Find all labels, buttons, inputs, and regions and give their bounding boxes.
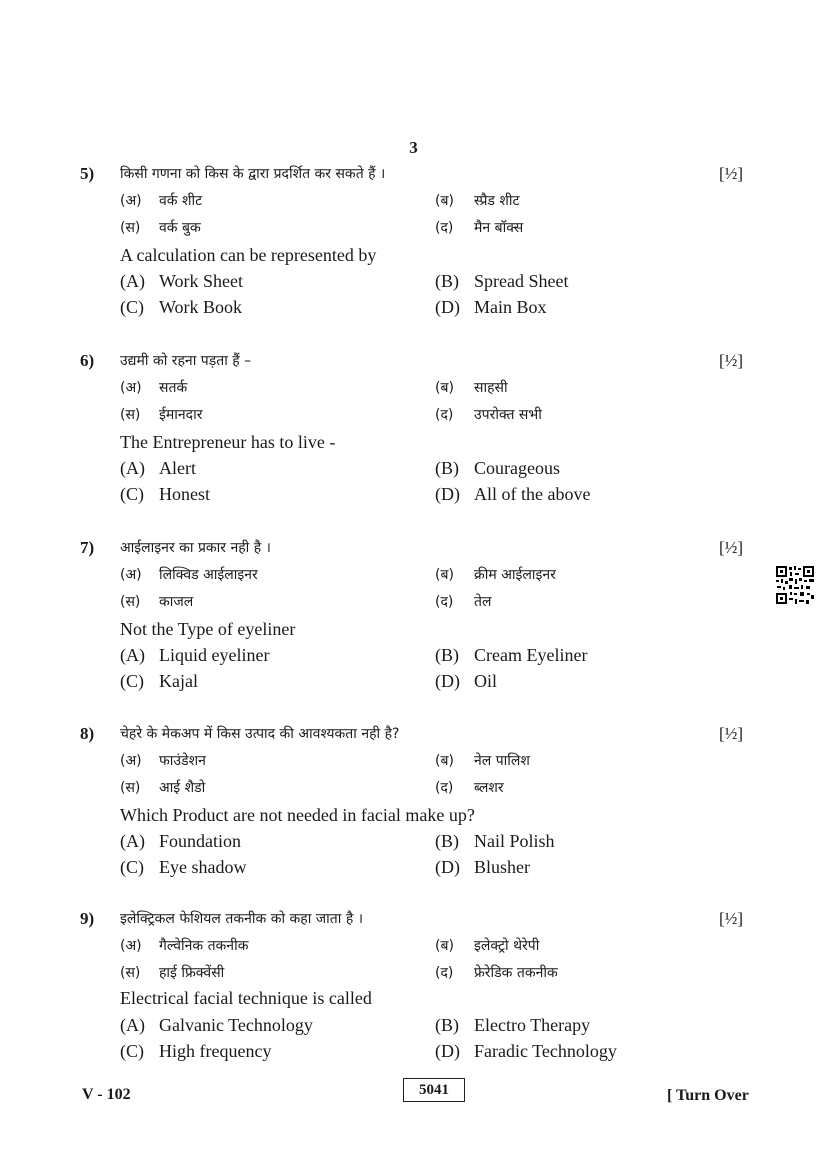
- marks: [½]: [719, 164, 744, 183]
- option-hindi-c: (स) आई शैडो: [120, 780, 206, 796]
- question-hindi: इलेक्ट्रिकल फेशियल तकनीक को कहा जाता है ।: [120, 911, 364, 927]
- question-hindi: आईलाइनर का प्रकार नही है ।: [120, 540, 271, 556]
- marks: [½]: [719, 909, 744, 928]
- marks: [½]: [719, 724, 744, 743]
- option-hindi-d: (द) फ्रेरेडिक तकनीक: [435, 965, 558, 981]
- option-hindi-d: (द) मैन बॉक्स: [435, 220, 524, 236]
- question-8: [0, 721, 827, 911]
- option-hindi-c: (स) हाई फ्रिक्वेंसी: [120, 965, 225, 981]
- question-7: [0, 535, 827, 725]
- option-english-a: (A) Work Sheet: [120, 271, 244, 291]
- option-english-b: (B) Courageous: [435, 458, 560, 478]
- option-english-c: (C) Eye shadow: [120, 857, 247, 877]
- question-english: Electrical facial technique is called: [120, 988, 372, 1008]
- paper-code: V - 102: [82, 1086, 131, 1103]
- question-number: 5): [80, 164, 95, 183]
- option-hindi-a: (अ) सतर्क: [120, 380, 188, 396]
- option-english-a: (A) Foundation: [120, 831, 242, 851]
- page-number: 3: [409, 138, 418, 157]
- question-number: 9): [80, 909, 95, 928]
- question-9: [0, 906, 827, 1096]
- option-english-d: (D) Faradic Technology: [435, 1041, 617, 1061]
- question-number: 6): [80, 351, 95, 370]
- option-english-a: (A) Liquid eyeliner: [120, 645, 270, 665]
- question-number: 8): [80, 724, 95, 743]
- option-hindi-a: (अ) वर्क शीट: [120, 193, 203, 209]
- option-english-a: (A) Galvanic Technology: [120, 1015, 313, 1035]
- option-english-c: (C) High frequency: [120, 1041, 272, 1061]
- turn-over-label: [ Turn Over: [667, 1087, 749, 1104]
- question-hindi: किसी गणना को किस के द्वारा प्रदर्शित कर सकते हैं ।: [120, 166, 386, 182]
- qr-code-icon: [775, 565, 815, 605]
- question-hindi: उद्यमी को रहना पड़ता हैं –: [120, 353, 252, 369]
- question-english: A calculation can be represented by: [120, 245, 377, 265]
- question-english: Which Product are not needed in facial make up?: [120, 805, 475, 825]
- option-english-d: (D) Oil: [435, 671, 498, 691]
- question-number: 7): [80, 538, 95, 557]
- question-english: The Entrepreneur has to live -: [120, 432, 336, 452]
- option-hindi-d: (द) उपरोक्त सभी: [435, 407, 542, 423]
- marks: [½]: [719, 351, 744, 370]
- question-6: [0, 348, 827, 538]
- option-english-c: (C) Kajal: [120, 671, 198, 691]
- option-english-d: (D) Blusher: [435, 857, 530, 877]
- option-hindi-a: (अ) फाउंडेशन: [120, 753, 206, 769]
- option-hindi-a: (अ) गैल्वेनिक तकनीक: [120, 938, 249, 954]
- option-english-d: (D) Main Box: [435, 297, 547, 317]
- option-english-b: (B) Cream Eyeliner: [435, 645, 588, 665]
- option-hindi-c: (स) वर्क बुक: [120, 220, 201, 236]
- option-english-b: (B) Electro Therapy: [435, 1015, 591, 1035]
- question-5: [0, 161, 827, 351]
- option-english-b: (B) Nail Polish: [435, 831, 555, 851]
- option-hindi-c: (स) ईमानदार: [120, 407, 203, 423]
- option-hindi-b: (ब) इलेक्ट्रो थेरेपी: [435, 938, 540, 954]
- option-english-d: (D) All of the above: [435, 484, 591, 504]
- option-hindi-b: (ब) क्रीम आईलाइनर: [435, 567, 556, 583]
- booklet-number: 5041: [403, 1078, 465, 1102]
- option-english-b: (B) Spread Sheet: [435, 271, 569, 291]
- option-english-c: (C) Honest: [120, 484, 210, 504]
- option-hindi-d: (द) तेल: [435, 594, 492, 610]
- option-hindi-c: (स) काजल: [120, 594, 194, 610]
- question-hindi: चेहरे के मेकअप में किस उत्पाद की आवश्यकता नही है?: [120, 726, 400, 742]
- marks: [½]: [719, 538, 744, 557]
- option-hindi-b: (ब) स्प्रैड शीट: [435, 193, 520, 209]
- option-hindi-b: (ब) नेल पालिश: [435, 753, 530, 769]
- option-hindi-b: (ब) साहसी: [435, 380, 508, 396]
- option-hindi-d: (द) ब्लशर: [435, 780, 504, 796]
- option-hindi-a: (अ) लिक्विड आईलाइनर: [120, 567, 258, 583]
- question-english: Not the Type of eyeliner: [120, 619, 296, 639]
- option-english-a: (A) Alert: [120, 458, 196, 478]
- option-english-c: (C) Work Book: [120, 297, 243, 317]
